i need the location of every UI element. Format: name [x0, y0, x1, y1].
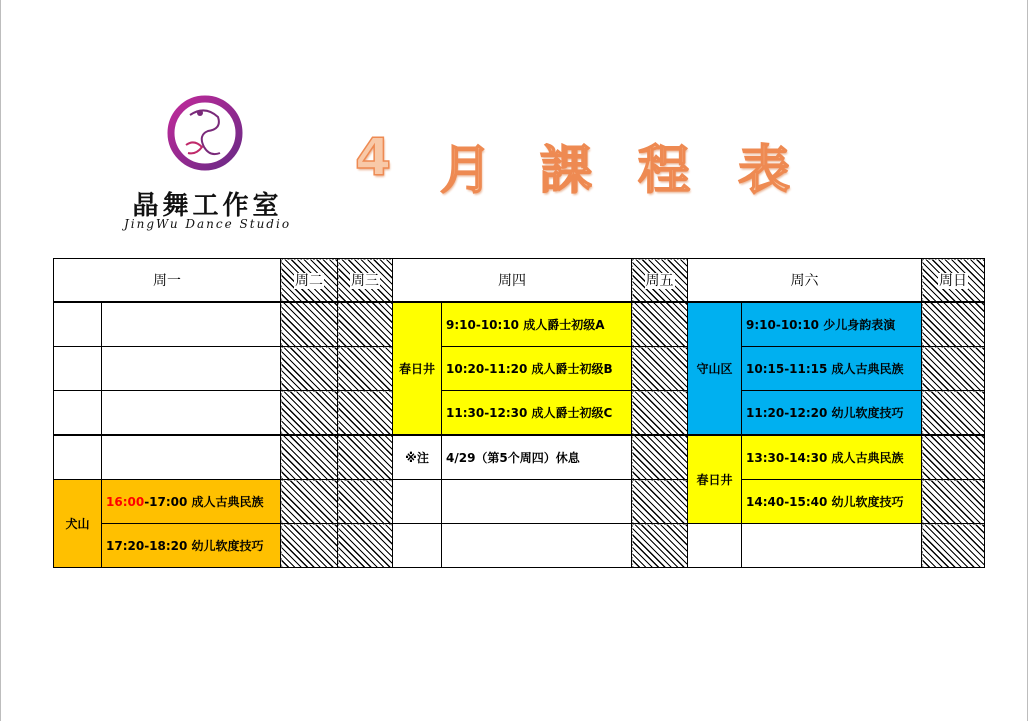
hatched-cell — [338, 302, 393, 347]
hatched-cell — [281, 435, 338, 480]
header-wed: 周三 — [338, 259, 393, 303]
header-sun: 周日 — [922, 259, 985, 303]
title-char: 程 — [638, 141, 691, 201]
title-char: 課 — [540, 141, 593, 201]
hatched-cell — [922, 347, 985, 391]
mon-class-1-rest: -17:00 成人古典民族 — [144, 495, 264, 509]
hatched-cell — [338, 524, 393, 568]
hatched-cell — [281, 391, 338, 436]
empty-cell — [102, 391, 281, 436]
sat-class-1: 9:10-10:10 少儿身韵表演 — [742, 302, 922, 347]
hatched-cell — [632, 435, 688, 480]
sat-class-4: 13:30-14:30 成人古典民族 — [742, 435, 922, 480]
sat-am-location: 守山区 — [688, 302, 742, 435]
mon-location: 犬山 — [54, 480, 102, 568]
sat-class-3: 11:20-12:20 幼儿软度技巧 — [742, 391, 922, 436]
hatched-cell — [632, 302, 688, 347]
studio-name-en: JingWu Dance Studio — [123, 217, 292, 231]
hatched-cell — [922, 435, 985, 480]
hatched-cell — [281, 302, 338, 347]
hatched-cell — [281, 347, 338, 391]
hatched-cell — [632, 480, 688, 524]
hatched-cell — [338, 480, 393, 524]
empty-cell — [54, 435, 102, 480]
hatched-cell — [922, 480, 985, 524]
table-row — [54, 524, 985, 568]
header-fri: 周五 — [632, 259, 688, 303]
sat-pm-location: 春日井 — [688, 435, 742, 524]
dancer-logo-icon — [160, 95, 250, 175]
title-char: 月 — [440, 141, 493, 201]
title-char: 表 — [738, 141, 791, 201]
thu-note-text: 4/29（第5个周四）休息 — [442, 435, 632, 480]
studio-name-cn: 晶舞工作室 — [132, 191, 283, 221]
mon-class-1 — [102, 480, 281, 524]
empty-cell — [54, 302, 102, 347]
mon-class-2: 17:20-18:20 幼儿软度技巧 — [102, 524, 281, 568]
empty-cell — [688, 524, 742, 568]
hatched-cell — [632, 391, 688, 436]
title-char: 4 — [355, 128, 392, 188]
empty-cell — [102, 302, 281, 347]
hatched-cell — [281, 480, 338, 524]
header-row — [54, 259, 985, 303]
thu-class-3: 11:30-12:30 成人爵士初级C — [442, 391, 632, 436]
sat-class-5: 14:40-15:40 幼儿软度技巧 — [742, 480, 922, 524]
empty-cell — [742, 524, 922, 568]
header-mon: 周一 — [54, 259, 281, 303]
hatched-cell — [922, 524, 985, 568]
hatched-cell — [922, 302, 985, 347]
thu-location: 春日井 — [393, 302, 442, 435]
table-row — [54, 302, 985, 347]
studio-logo — [120, 95, 295, 240]
hatched-cell — [632, 347, 688, 391]
empty-cell — [393, 524, 442, 568]
table-row — [54, 480, 985, 524]
hatched-cell — [338, 391, 393, 436]
table-row — [54, 435, 985, 480]
header-thu: 周四 — [393, 259, 632, 303]
thu-class-2: 10:20-11:20 成人爵士初级B — [442, 347, 632, 391]
empty-cell — [102, 435, 281, 480]
schedule-table — [53, 258, 985, 568]
mon-class-1-time: 16:00 — [106, 495, 145, 509]
empty-cell — [442, 480, 632, 524]
header-tue: 周二 — [281, 259, 338, 303]
header-sat: 周六 — [688, 259, 922, 303]
hatched-cell — [922, 391, 985, 436]
table-row — [54, 391, 985, 436]
sat-class-2: 10:15-11:15 成人古典民族 — [742, 347, 922, 391]
thu-class-1: 9:10-10:10 成人爵士初级A — [442, 302, 632, 347]
thu-note-label: ※注 — [393, 435, 442, 480]
empty-cell — [442, 524, 632, 568]
empty-cell — [393, 480, 442, 524]
empty-cell — [54, 391, 102, 436]
hatched-cell — [338, 347, 393, 391]
hatched-cell — [281, 524, 338, 568]
table-row — [54, 347, 985, 391]
hatched-cell — [338, 435, 393, 480]
hatched-cell — [632, 524, 688, 568]
page-title — [355, 128, 815, 201]
empty-cell — [102, 347, 281, 391]
empty-cell — [54, 347, 102, 391]
